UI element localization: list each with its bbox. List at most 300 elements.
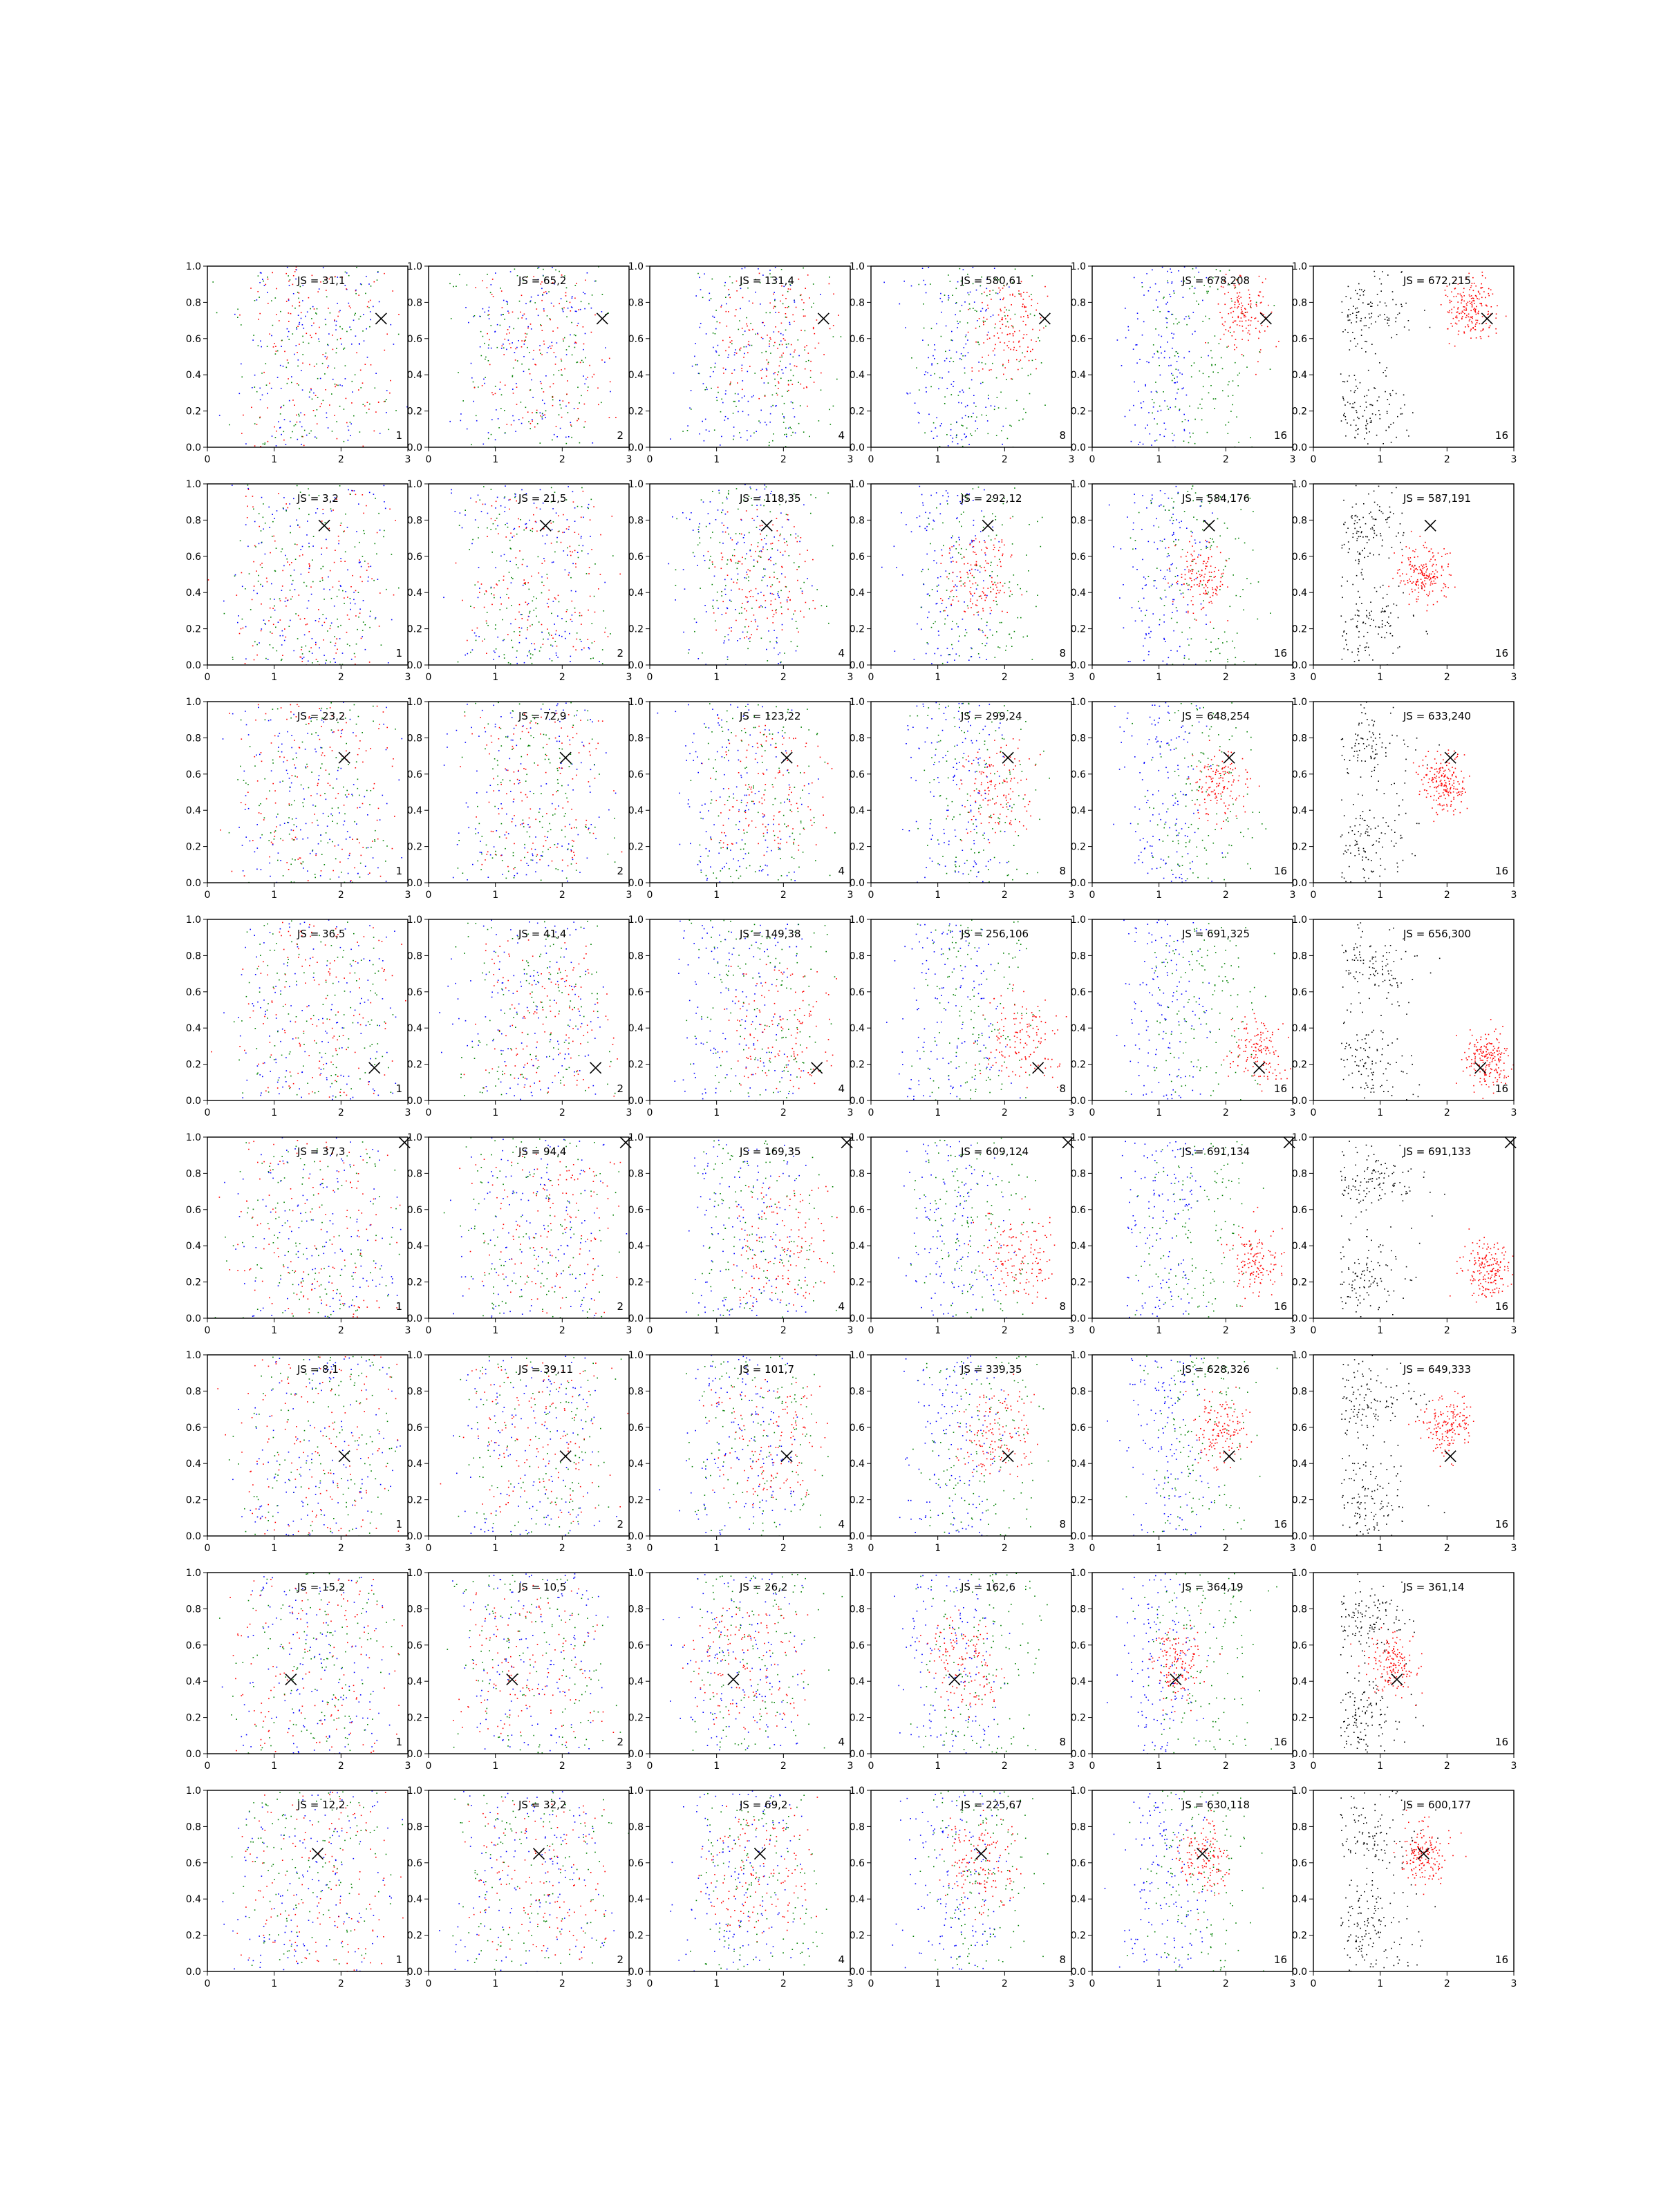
scatter-point <box>1237 292 1238 294</box>
scatter-point <box>1121 365 1123 366</box>
scatter-point <box>1001 430 1002 431</box>
scatter-point <box>1172 523 1174 525</box>
scatter-point <box>487 625 489 626</box>
scatter-points <box>1340 271 1507 448</box>
scatter-point <box>987 339 988 340</box>
y-tick-label: 0.2 <box>407 406 422 418</box>
scatter-point <box>514 536 515 537</box>
x-tick-label: 1 <box>713 454 720 465</box>
scatter-point <box>576 283 577 284</box>
scatter-point <box>1177 610 1178 612</box>
scatter-point <box>1037 521 1038 523</box>
scatter-point <box>952 621 953 622</box>
scatter-point <box>962 390 964 391</box>
scatter-point <box>807 550 808 551</box>
scatter-point <box>504 657 505 659</box>
scatter-point <box>974 301 975 303</box>
scatter-point <box>1003 374 1004 375</box>
scatter-point <box>988 563 989 565</box>
scatter-point <box>1380 315 1381 316</box>
scatter-point <box>1148 633 1150 635</box>
scatter-point <box>232 485 233 486</box>
scatter-point <box>1172 584 1173 585</box>
scatter-point <box>1356 346 1357 347</box>
scatter-point <box>1212 512 1213 514</box>
scatter-point <box>313 410 315 411</box>
scatter-point <box>500 603 502 605</box>
scatter-point <box>946 607 947 608</box>
scatter-point <box>336 421 337 422</box>
scatter-point <box>1186 561 1188 562</box>
scatter-point <box>1201 574 1203 576</box>
scatter-point <box>1355 379 1356 381</box>
scatter-point <box>1253 511 1254 512</box>
scatter-point <box>245 658 247 659</box>
scatter-point <box>1480 336 1481 337</box>
scatter-point <box>1246 328 1247 329</box>
scatter-point <box>1350 298 1351 299</box>
scatter-point <box>570 661 571 662</box>
scatter-point <box>1228 395 1229 397</box>
scatter-point <box>325 356 326 357</box>
y-tick-label: 1.0 <box>1071 261 1086 272</box>
scatter-point <box>735 533 737 534</box>
scatter-point <box>568 402 570 404</box>
scatter-point <box>1194 288 1196 289</box>
scatter-point <box>785 307 786 308</box>
scatter-point <box>598 588 599 590</box>
scatter-point <box>737 579 738 581</box>
scatter-point <box>574 532 576 533</box>
scatter-point <box>1470 303 1471 304</box>
scatter-point <box>962 355 964 357</box>
scatter-point <box>1205 540 1206 541</box>
scatter-point <box>940 503 941 505</box>
scatter-point <box>1477 322 1478 324</box>
scatter-point <box>291 376 292 377</box>
scatter-point <box>1429 579 1430 581</box>
scatter-point <box>1153 406 1154 408</box>
scatter-point <box>590 596 591 597</box>
scatter-point <box>1194 362 1195 364</box>
scatter-point <box>1191 376 1192 377</box>
scatter-point <box>928 414 930 415</box>
scatter-point <box>995 556 996 558</box>
scatter-point <box>496 528 497 529</box>
panel-r2-c6 <box>1292 479 1517 683</box>
scatter-point <box>603 610 605 612</box>
scatter-point <box>286 559 288 560</box>
scatter-point <box>940 598 941 599</box>
scatter-point <box>1472 327 1474 328</box>
scatter-point <box>1479 299 1480 300</box>
scatter-point <box>1160 597 1161 599</box>
scatter-point <box>975 563 977 565</box>
scatter-point <box>1176 486 1177 487</box>
scatter-point <box>1349 403 1351 404</box>
scatter-point <box>223 601 225 602</box>
scatter-point <box>1246 366 1248 368</box>
scatter-point <box>1388 325 1389 326</box>
scatter-point <box>990 607 991 608</box>
scatter-point <box>1222 642 1224 644</box>
scatter-point <box>275 353 276 355</box>
scatter-point <box>1171 373 1172 375</box>
scatter-point <box>749 591 750 592</box>
scatter-point <box>716 352 718 353</box>
scatter-point <box>1009 425 1011 427</box>
scatter-point <box>1192 569 1194 570</box>
scatter-point <box>273 346 274 348</box>
scatter-point <box>527 627 528 628</box>
scatter-point <box>367 357 368 358</box>
x-tick-label: 3 <box>847 672 854 683</box>
scatter-point <box>1225 424 1226 426</box>
scatter-point <box>482 308 484 310</box>
scatter-point <box>500 382 501 383</box>
scatter-point <box>1184 657 1185 659</box>
scatter-point <box>980 657 981 659</box>
scatter-point <box>931 364 932 366</box>
scatter-point <box>1459 320 1460 321</box>
scatter-point <box>289 564 290 565</box>
scatter-point <box>1146 610 1147 611</box>
scatter-point <box>1248 340 1249 341</box>
x-tick-label: 0 <box>205 672 211 683</box>
scatter-point <box>1363 291 1365 292</box>
scatter-point <box>1347 317 1349 318</box>
scatter-point <box>973 267 974 268</box>
scatter-point <box>566 393 568 395</box>
scatter-point <box>783 416 785 418</box>
scatter-point <box>721 512 722 514</box>
scatter-point <box>1170 570 1171 572</box>
scatter-point <box>1142 286 1143 288</box>
scatter-point <box>932 589 933 590</box>
scatter-point <box>758 546 759 547</box>
scatter-point <box>791 619 793 620</box>
scatter-point <box>1430 327 1431 328</box>
scatter-point <box>1171 618 1172 619</box>
scatter-point <box>747 597 748 599</box>
y-tick-label: 0.2 <box>850 406 865 418</box>
scatter-point <box>283 431 285 433</box>
scatter-point <box>749 641 751 642</box>
scatter-point <box>1040 546 1042 547</box>
panel-r1-c3 <box>628 261 854 465</box>
scatter-point <box>956 352 957 353</box>
scatter-point <box>1369 553 1371 554</box>
scatter-point <box>610 382 611 383</box>
scatter-point <box>766 487 767 488</box>
scatter-point <box>594 596 595 597</box>
scatter-point <box>751 556 752 557</box>
scatter-point <box>1139 442 1141 443</box>
scatter-point <box>568 486 569 487</box>
scatter-point <box>778 597 780 599</box>
scatter-point <box>1361 318 1362 319</box>
scatter-point <box>1006 646 1007 647</box>
scatter-point <box>971 587 972 588</box>
scatter-point <box>288 331 290 332</box>
scatter-point <box>741 607 742 608</box>
scatter-point <box>800 588 802 590</box>
scatter-point <box>1365 402 1367 403</box>
scatter-point <box>768 559 769 561</box>
scatter-point <box>1230 606 1231 608</box>
scatter-point <box>349 326 350 328</box>
scatter-point <box>944 294 946 296</box>
scatter-point <box>271 388 272 389</box>
scatter-point <box>462 400 464 402</box>
scatter-point <box>471 630 473 631</box>
scatter-point <box>1212 538 1213 540</box>
scatter-point <box>1387 522 1388 523</box>
scatter-point <box>259 543 260 545</box>
scatter-point <box>1202 584 1203 585</box>
scatter-point <box>543 415 544 416</box>
scatter-point <box>766 312 767 314</box>
scatter-point <box>572 552 573 553</box>
scatter-point <box>1188 659 1190 660</box>
scatter-point <box>778 591 779 592</box>
y-tick-label: 0.0 <box>1071 660 1086 671</box>
scatter-point <box>585 357 586 359</box>
scatter-point <box>997 604 998 606</box>
scatter-point <box>761 353 762 354</box>
scatter-point <box>1210 601 1212 603</box>
scatter-point <box>974 593 975 594</box>
scatter-point <box>1177 583 1179 585</box>
scatter-point <box>1170 407 1171 409</box>
scatter-point <box>773 308 774 309</box>
scatter-point <box>339 581 340 582</box>
scatter-point <box>462 527 463 529</box>
scatter-point <box>526 638 527 639</box>
scatter-point <box>742 389 743 391</box>
scatter-points <box>1341 485 1456 666</box>
scatter-point <box>497 347 498 348</box>
scatter-point <box>760 370 762 371</box>
scatter-point <box>294 404 295 406</box>
scatter-point <box>473 382 474 383</box>
scatter-point <box>1377 400 1378 402</box>
scatter-point <box>368 301 370 303</box>
scatter-point <box>949 547 950 549</box>
scatter-point <box>1000 561 1001 563</box>
scatter-point <box>559 635 560 637</box>
scatter-point <box>1162 267 1163 268</box>
scatter-point <box>588 386 589 388</box>
scatter-point <box>363 314 364 315</box>
scatter-point <box>1217 372 1219 373</box>
scatter-point <box>758 398 760 400</box>
scatter-point <box>1348 309 1349 310</box>
scatter-point <box>788 384 789 386</box>
scatter-point <box>350 609 351 610</box>
scatter-point <box>602 294 603 295</box>
scatter-point <box>1215 398 1217 400</box>
scatter-point <box>541 300 543 301</box>
scatter-point <box>964 611 965 612</box>
scatter-point <box>1249 334 1250 335</box>
scatter-point <box>1242 589 1244 590</box>
scatter-point <box>972 603 973 605</box>
scatter-point <box>263 619 265 621</box>
scatter-point <box>737 568 738 570</box>
scatter-point <box>290 421 291 422</box>
scatter-point <box>962 619 964 620</box>
scatter-point <box>1409 330 1410 331</box>
scatter-point <box>516 383 517 384</box>
scatter-point <box>508 662 509 664</box>
scatter-point <box>330 641 332 643</box>
scatter-point <box>552 400 554 401</box>
scatter-point <box>736 353 738 354</box>
scatter-point <box>313 323 315 324</box>
x-marker <box>1260 313 1271 324</box>
scatter-point <box>1172 375 1174 376</box>
scatter-point <box>962 424 963 426</box>
scatter-point <box>1482 272 1483 273</box>
scatter-point <box>1013 326 1014 328</box>
scatter-point <box>686 518 687 519</box>
scatter-point <box>506 349 507 350</box>
scatter-point <box>516 657 517 658</box>
scatter-point <box>998 337 1000 339</box>
scatter-point <box>805 330 806 332</box>
scatter-point <box>1258 338 1259 339</box>
scatter-point <box>729 628 730 629</box>
scatter-point <box>966 344 967 345</box>
scatter-point <box>1463 306 1464 308</box>
y-tick-label: 0.8 <box>186 297 201 308</box>
scatter-point <box>811 306 812 308</box>
scatter-point <box>299 322 301 324</box>
scatter-point <box>335 662 336 663</box>
scatter-point <box>975 538 977 540</box>
scatter-point <box>751 396 753 397</box>
scatter-point <box>1375 321 1376 323</box>
scatter-point <box>1488 295 1490 297</box>
scatter-point <box>346 331 348 332</box>
scatter-point <box>1448 312 1450 314</box>
scatter-point <box>994 582 995 583</box>
y-tick-label: 0.4 <box>1071 370 1086 381</box>
scatter-point <box>297 352 298 353</box>
scatter-point <box>926 653 927 655</box>
scatter-point <box>1237 375 1239 376</box>
scatter-point <box>575 341 577 343</box>
scatter-point <box>268 507 270 508</box>
scatter-point <box>568 526 570 527</box>
scatter-point <box>561 360 563 362</box>
scatter-point <box>310 431 312 432</box>
scatter-point <box>1239 321 1241 322</box>
scatter-point <box>997 646 999 648</box>
scatter-point <box>293 275 294 276</box>
scatter-point <box>938 630 939 632</box>
scatter-point <box>291 562 292 563</box>
scatter-point <box>672 516 673 518</box>
scatter-point <box>992 527 993 528</box>
scatter-point <box>722 559 723 561</box>
scatter-point <box>1457 301 1459 303</box>
scatter-point <box>715 310 717 311</box>
scatter-point <box>948 496 949 498</box>
scatter-point <box>746 572 747 573</box>
scatter-point <box>574 608 576 609</box>
scatter-point <box>934 373 935 375</box>
scatter-point <box>727 608 729 610</box>
scatter-point <box>1172 612 1173 613</box>
scatter-point <box>553 306 554 307</box>
scatter-point <box>1361 348 1362 349</box>
scatter-point <box>309 364 310 366</box>
scatter-point <box>765 351 767 353</box>
scatter-point <box>744 395 745 397</box>
count-label: 2 <box>617 647 624 659</box>
y-tick-label: 0.6 <box>628 552 644 563</box>
scatter-point <box>574 521 576 522</box>
scatter-point <box>523 371 525 373</box>
scatter-point <box>1427 576 1429 577</box>
scatter-point <box>1235 321 1237 322</box>
scatter-point <box>1035 341 1037 342</box>
scatter-point <box>928 612 930 613</box>
scatter-point <box>997 293 999 294</box>
scatter-point <box>721 305 722 306</box>
scatter-point <box>559 400 561 402</box>
scatter-point <box>1372 413 1374 415</box>
scatter-point <box>1113 546 1114 547</box>
scatter-point <box>950 604 952 606</box>
scatter-point <box>975 406 977 407</box>
scatter-point <box>1045 326 1047 327</box>
scatter-point <box>1026 554 1027 556</box>
scatter-point <box>1456 324 1458 325</box>
scatter-point <box>1386 306 1387 307</box>
scatter-point <box>571 426 572 427</box>
scatter-point <box>309 565 310 566</box>
scatter-point <box>698 531 700 532</box>
scatter-point <box>767 364 769 365</box>
scatter-point <box>673 373 675 374</box>
scatter-point <box>736 488 738 489</box>
scatter-point <box>302 389 303 391</box>
scatter-point <box>1447 328 1449 330</box>
scatter-point <box>1365 425 1367 427</box>
scatter-point <box>964 563 965 565</box>
scatter-point <box>298 384 299 386</box>
scatter-point <box>337 339 338 341</box>
scatter-point <box>1224 325 1225 326</box>
scatter-point <box>688 653 689 654</box>
scatter-point <box>579 442 581 444</box>
scatter-point <box>484 607 485 608</box>
scatter-point <box>369 627 371 628</box>
scatter-point <box>1196 619 1197 621</box>
scatter-point <box>512 536 513 538</box>
scatter-point <box>274 610 276 611</box>
scatter-point <box>1150 631 1152 632</box>
scatter-point <box>1369 615 1371 616</box>
scatter-point <box>992 363 993 364</box>
scatter-point <box>971 569 973 570</box>
scatter-point <box>1011 554 1013 556</box>
scatter-point <box>1368 390 1369 391</box>
scatter-point <box>1177 377 1178 378</box>
